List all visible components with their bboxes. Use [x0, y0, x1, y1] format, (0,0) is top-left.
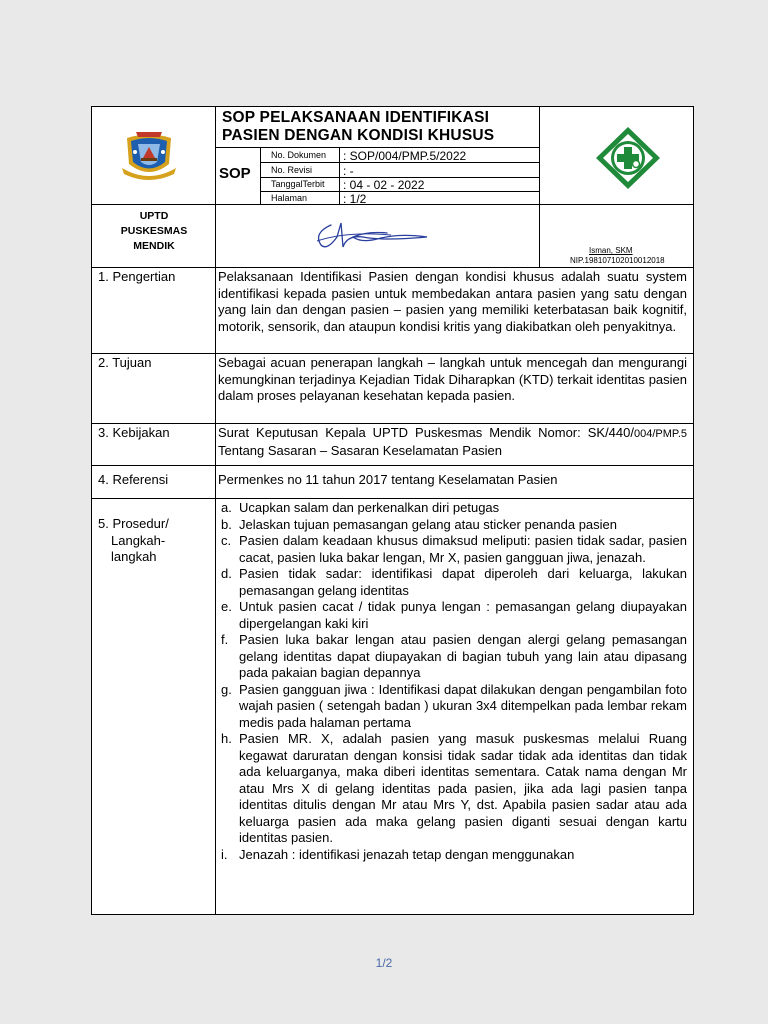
- section-label: 2. Tujuan: [98, 355, 152, 370]
- list-item: [218, 632, 687, 682]
- list-item: [218, 599, 687, 632]
- section-label: [98, 516, 169, 566]
- list-marker: h.: [221, 731, 232, 746]
- meta-value: : -: [343, 164, 354, 178]
- regional-emblem-logo: [119, 128, 179, 184]
- list-marker: d.: [221, 566, 232, 581]
- document-title: [222, 109, 542, 145]
- list-marker: g.: [221, 681, 232, 697]
- title-line: SOP PELAKSANAAN IDENTIFIKASI: [222, 109, 490, 126]
- list-marker: f.: [221, 632, 229, 647]
- divider: [260, 147, 261, 204]
- section-text: Permenkes no 11 tahun 2017 tentang Keselamatan Pasien: [218, 472, 558, 487]
- signature: [307, 217, 437, 253]
- meta-value: : 04 - 02 - 2022: [343, 178, 425, 192]
- org-line: PUSKESMAS: [120, 225, 188, 237]
- divider: [92, 204, 694, 205]
- list-text: Pasien MR. X, adalah pasien yang masuk puskesmas melalui Ruang kegawat daruratan dengan konsisi tidak sadar tidak ada identitas dan tidak ada keluarganya, maka diberi identitas sementara. Catak nama dengan Mr atau Mrs X di gelang identitas pada pasien, jika ada lagi pasien tanpa identitas ditulis dengan Mr atau Mrs Y, dst. Apabila pasien sadar atau ada keluarga pasien ada maka gelang pasien diganti sesuai dengan kartu identitas pasien.: [239, 731, 687, 845]
- org-line: MENDIK: [133, 240, 175, 252]
- section-label: 3. Kebijakan: [98, 425, 170, 440]
- list-item: [218, 682, 687, 732]
- list-text: Jenazah : identifikasi jenazah tetap dengan menggunakan: [239, 846, 575, 862]
- page-indicator: 1/2: [375, 956, 393, 970]
- text-part: 004/PMP.5: [633, 428, 687, 440]
- procedure-list: [218, 500, 687, 863]
- divider: [215, 147, 539, 148]
- list-item: [218, 847, 687, 864]
- list-text: Pasien luka bakar lengan atau pasien dengan alergi gelang pemasangan gelang identitas dapat diupayakan di bagian tubuh yang lain atau dipasang pada pakaian bagian depannya: [239, 632, 687, 680]
- divider: [92, 353, 694, 354]
- list-text: Ucapkan salam dan perkenalkan diri petugas: [239, 500, 500, 515]
- organization-name: [92, 209, 216, 254]
- list-text: Pasien tidak sadar: identifikasi dapat diperoleh dari keluarga, lakukan pemasangan gelang identitas: [239, 566, 687, 598]
- label-line: langkah: [111, 549, 157, 564]
- section-text: Sebagai acuan penerapan langkah – langkah untuk mencegah dan mengurangi kemungkinan terjadinya Kejadian Tidak Diharapkan (KTD) terkait identitas pasien dalam proses pelayanan kesehatan kepada pasien.: [218, 355, 687, 403]
- puskesmas-logo: [594, 125, 662, 191]
- list-item: [218, 500, 687, 517]
- divider: [215, 267, 216, 915]
- text-part: Surat Keputusan Kepala UPTD Puskesmas Mendik Nomor: SK/440/: [218, 425, 634, 440]
- divider: [92, 498, 694, 499]
- label-line: 5. Prosedur/: [98, 516, 169, 531]
- meta-value: : 1/2: [343, 192, 367, 206]
- text-part: Tentang Sasaran – Sasaran Keselamatan Pasien: [218, 442, 503, 458]
- list-marker: b.: [221, 516, 232, 532]
- signer-nip: NIP.198107102010012018: [570, 256, 665, 265]
- section-text: Pelaksanaan Identifikasi Pasien dengan kondisi khusus adalah suatu system identifikasi kepada pasien untuk membedakan antara pasien yang satu dengan yang lain dan dengan pasien – pasien yang memiliki keterbatasan baik kognitif, motorik, sensorik, dan ataupun kondisi kritis yang diakibatkan oleh penyakitnya.: [218, 269, 687, 334]
- meta-label: No. Revisi: [271, 165, 313, 175]
- divider: [92, 423, 694, 424]
- divider: [92, 267, 694, 268]
- section-label: 4. Referensi: [98, 472, 169, 487]
- label-line: Langkah-: [111, 532, 166, 548]
- meta-label: Halaman: [271, 193, 308, 203]
- section-text: [218, 425, 687, 459]
- org-line: UPTD: [139, 210, 169, 222]
- list-item: [218, 517, 687, 534]
- list-item: [218, 566, 687, 599]
- meta-label: TanggalTerbit: [271, 179, 325, 189]
- list-text: Untuk pasien cacat / tidak punya lengan : pemasangan gelang diupayakan dipergelangan kaki kiri: [239, 599, 687, 631]
- list-marker: c.: [221, 533, 232, 548]
- list-marker: e.: [221, 599, 232, 614]
- sop-label: SOP: [219, 165, 251, 182]
- meta-value: : SOP/004/PMP.5/2022: [343, 149, 467, 163]
- list-text: Pasien dalam keadaan khusus dimaksud meliputi: pasien tidak sadar, pasien cacat, pasien luka bakar lengan, Mr X, pasien gangguan jiwa, jenazah.: [239, 533, 687, 565]
- list-text: Pasien gangguan jiwa : Identifikasi dapat dilakukan dengan pengambilan foto wajah pasien ( setengah badan ) ukuran 3x4 ditempelkan pada lembar rekam medis pada halaman pertama: [239, 681, 687, 730]
- list-item: [218, 731, 687, 847]
- section-label: 1. Pengertian: [98, 269, 176, 284]
- sop-document: [91, 106, 694, 915]
- title-line: PASIEN DENGAN KONDISI KHUSUS: [222, 127, 495, 144]
- list-item: [218, 533, 687, 566]
- divider: [339, 147, 340, 204]
- list-marker: i.: [221, 846, 228, 862]
- divider: [92, 465, 694, 466]
- signer-name: Isman, SKM: [589, 246, 633, 255]
- list-marker: a.: [221, 500, 232, 515]
- list-text: Jelaskan tujuan pemasangan gelang atau sticker penanda pasien: [239, 516, 617, 532]
- meta-label: No. Dokumen: [271, 150, 327, 160]
